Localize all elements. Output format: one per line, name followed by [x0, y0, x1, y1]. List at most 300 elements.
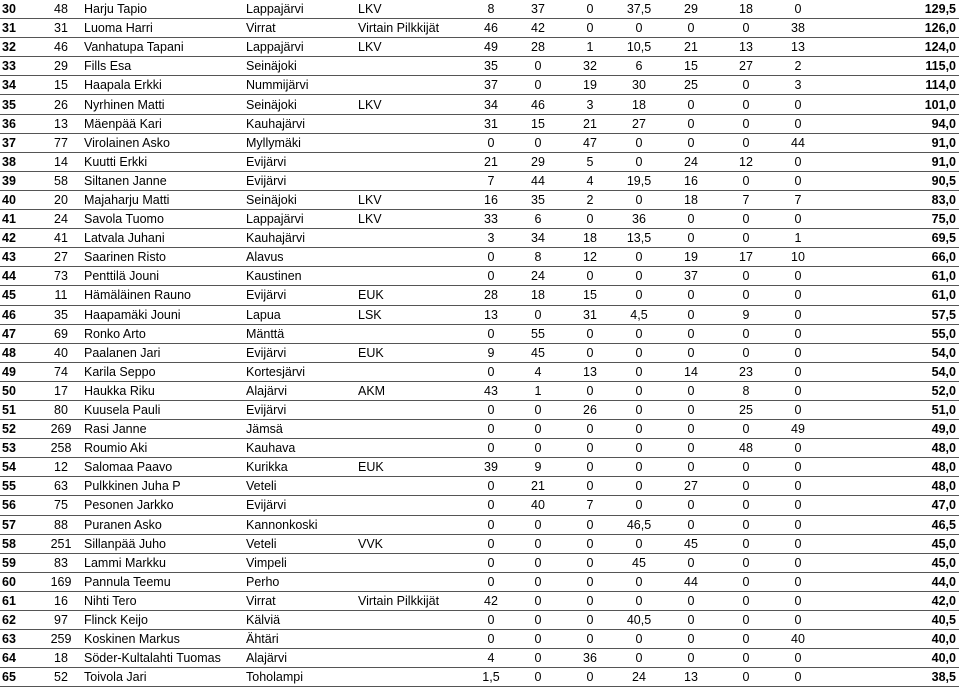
round-5-score-cell: 0: [687, 212, 695, 227]
round-1-score-cell: 0: [487, 250, 495, 265]
hometown-cell: Perho: [246, 574, 280, 589]
round-7-score-cell: 10: [791, 250, 805, 265]
round-3-score-cell: 0: [586, 536, 594, 551]
round-5-score-cell: 0: [687, 460, 695, 475]
table-row: [0, 515, 959, 534]
club-cell: Virtain Pilkkijät: [358, 21, 440, 36]
round-3-score-cell: 3: [586, 97, 594, 112]
round-2-score-cell: 40: [531, 498, 545, 513]
club-cell: [358, 171, 470, 190]
round-5-score-cell: 0: [687, 403, 695, 418]
table-row: [0, 534, 959, 553]
round-2-score-cell: 0: [534, 59, 542, 74]
round-5-score-cell: 25: [684, 78, 698, 93]
rank-cell: 38: [2, 154, 16, 169]
round-2-score-cell: 28: [531, 40, 545, 55]
round-4-score-cell: 30: [632, 78, 646, 93]
number-cell: 75: [54, 498, 68, 513]
club-cell: LKV: [358, 2, 382, 17]
club-cell: [358, 76, 470, 95]
hometown-cell: Alajärvi: [246, 383, 287, 398]
competitor-name-cell: Rasi Janne: [84, 422, 147, 437]
round-3-score-cell: 1: [586, 40, 594, 55]
round-6-score-cell: 0: [742, 173, 750, 188]
club-cell: [358, 515, 470, 534]
round-2-score-cell: 0: [534, 536, 542, 551]
round-5-score-cell: 0: [687, 517, 695, 532]
club-cell: [358, 553, 470, 572]
hometown-cell: Kaustinen: [246, 269, 302, 284]
number-cell: 27: [54, 250, 68, 265]
round-4-score-cell: 0: [635, 460, 643, 475]
round-5-score-cell: 0: [687, 651, 695, 666]
total-score-cell: 57,5: [931, 307, 956, 322]
round-6-score-cell: 0: [742, 97, 750, 112]
round-4-score-cell: 24: [632, 670, 646, 685]
round-6-score-cell: 12: [739, 154, 753, 169]
round-7-score-cell: 13: [791, 40, 805, 55]
round-6-score-cell: 0: [742, 574, 750, 589]
competitor-name-cell: Siltanen Janne: [84, 173, 167, 188]
round-7-score-cell: 0: [794, 97, 802, 112]
rank-cell: 30: [2, 2, 16, 17]
table-row: [0, 477, 959, 496]
round-7-score-cell: 0: [794, 536, 802, 551]
hometown-cell: Evijärvi: [246, 154, 287, 169]
round-2-score-cell: 0: [534, 307, 542, 322]
total-score-cell: 42,0: [931, 593, 956, 608]
hometown-cell: Seinäjoki: [246, 192, 297, 207]
total-score-cell: 48,0: [931, 460, 956, 475]
hometown-cell: Jämsä: [246, 422, 283, 437]
round-7-score-cell: 0: [794, 364, 802, 379]
round-7-score-cell: 0: [794, 154, 802, 169]
total-score-cell: 48,0: [931, 441, 956, 456]
table-row: [0, 381, 959, 400]
round-3-score-cell: 36: [583, 651, 597, 666]
round-6-score-cell: 0: [742, 231, 750, 246]
number-cell: 73: [54, 269, 68, 284]
round-5-score-cell: 0: [687, 613, 695, 628]
round-3-score-cell: 13: [583, 364, 597, 379]
round-5-score-cell: 0: [687, 116, 695, 131]
club-cell: [358, 630, 470, 649]
round-6-score-cell: 0: [742, 651, 750, 666]
hometown-cell: Evijärvi: [246, 173, 287, 188]
number-cell: 269: [50, 422, 72, 437]
competitor-name-cell: Söder-Kultalahti Tuomas: [84, 651, 221, 666]
total-score-cell: 101,0: [924, 97, 956, 112]
hometown-cell: Alavus: [246, 250, 284, 265]
rank-cell: 44: [2, 269, 16, 284]
round-3-score-cell: 0: [586, 574, 594, 589]
number-cell: 41: [54, 231, 68, 246]
round-7-score-cell: 0: [794, 517, 802, 532]
round-1-score-cell: 21: [484, 154, 498, 169]
rank-cell: 52: [2, 422, 16, 437]
total-score-cell: 40,5: [931, 613, 956, 628]
rank-cell: 53: [2, 441, 16, 456]
round-5-score-cell: 27: [684, 479, 698, 494]
round-4-score-cell: 45: [632, 555, 646, 570]
round-3-score-cell: 0: [586, 383, 594, 398]
round-6-score-cell: 0: [742, 116, 750, 131]
competitor-name-cell: Toivola Jari: [84, 670, 147, 685]
club-cell: Virtain Pilkkijät: [358, 593, 440, 608]
round-2-score-cell: 44: [531, 173, 545, 188]
rank-cell: 33: [2, 59, 16, 74]
table-row: [0, 38, 959, 57]
total-score-cell: 66,0: [931, 250, 956, 265]
competitor-name-cell: Kuutti Erkki: [84, 154, 148, 169]
round-1-score-cell: 37: [484, 78, 498, 93]
rank-cell: 60: [2, 574, 16, 589]
number-cell: 35: [54, 307, 68, 322]
round-2-score-cell: 18: [531, 288, 545, 303]
round-6-score-cell: 0: [742, 479, 750, 494]
round-6-score-cell: 0: [742, 613, 750, 628]
round-3-score-cell: 32: [583, 59, 597, 74]
total-score-cell: 114,0: [925, 78, 956, 93]
number-cell: 258: [50, 441, 72, 456]
rank-cell: 61: [2, 593, 16, 608]
hometown-cell: Vimpeli: [246, 555, 287, 570]
round-3-score-cell: 0: [586, 613, 594, 628]
club-cell: [358, 152, 470, 171]
round-5-score-cell: 19: [684, 250, 698, 265]
round-2-score-cell: 15: [531, 116, 545, 131]
rank-cell: 40: [2, 192, 16, 207]
club-cell: [358, 57, 470, 76]
round-1-score-cell: 34: [484, 97, 498, 112]
round-2-score-cell: 1: [534, 383, 542, 398]
round-4-score-cell: 10,5: [626, 40, 652, 55]
number-cell: 26: [54, 97, 68, 112]
round-2-score-cell: 0: [534, 651, 542, 666]
table-row: [0, 95, 959, 114]
total-score-cell: 51,0: [931, 403, 956, 418]
round-1-score-cell: 31: [484, 116, 498, 131]
total-score-cell: 124,0: [924, 40, 956, 55]
round-4-score-cell: 0: [635, 593, 643, 608]
competitor-name-cell: Savola Tuomo: [84, 212, 164, 227]
round-2-score-cell: 0: [534, 593, 542, 608]
round-3-score-cell: 0: [586, 555, 594, 570]
total-score-cell: 115,0: [925, 59, 956, 74]
round-1-score-cell: 9: [487, 345, 495, 360]
number-cell: 77: [54, 135, 68, 150]
round-4-score-cell: 0: [635, 326, 643, 341]
club-cell: [358, 267, 470, 286]
round-3-score-cell: 18: [583, 231, 597, 246]
round-5-score-cell: 14: [684, 364, 698, 379]
club-cell: [358, 611, 470, 630]
round-5-score-cell: 0: [687, 555, 695, 570]
round-4-score-cell: 18: [632, 97, 646, 112]
competitor-name-cell: Nyrhinen Matti: [84, 97, 165, 112]
hometown-cell: Evijärvi: [246, 498, 287, 513]
table-row: [0, 343, 959, 362]
number-cell: 97: [54, 613, 68, 628]
round-2-score-cell: 8: [534, 250, 542, 265]
total-score-cell: 126,0: [924, 21, 956, 36]
table-row: [0, 133, 959, 152]
round-4-score-cell: 0: [635, 441, 643, 456]
round-4-score-cell: 6: [635, 59, 643, 74]
number-cell: 31: [54, 21, 68, 36]
total-score-cell: 69,5: [931, 231, 956, 246]
number-cell: 40: [54, 345, 68, 360]
hometown-cell: Evijärvi: [246, 403, 287, 418]
rank-cell: 50: [2, 383, 16, 398]
round-5-score-cell: 0: [687, 383, 695, 398]
total-score-cell: 46,5: [931, 517, 956, 532]
hometown-cell: Toholampi: [246, 670, 303, 685]
round-4-score-cell: 0: [635, 574, 643, 589]
round-5-score-cell: 0: [687, 326, 695, 341]
table-row: [0, 553, 959, 572]
round-1-score-cell: 0: [487, 269, 495, 284]
total-score-cell: 49,0: [931, 422, 956, 437]
number-cell: 15: [54, 78, 68, 93]
competitor-name-cell: Roumio Aki: [84, 441, 148, 456]
total-score-cell: 47,0: [931, 498, 956, 513]
round-7-score-cell: 40: [791, 632, 805, 647]
round-3-score-cell: 0: [586, 479, 594, 494]
competitor-name-cell: Luoma Harri: [84, 21, 153, 36]
club-cell: [358, 114, 470, 133]
round-4-score-cell: 0: [635, 632, 643, 647]
round-1-score-cell: 0: [487, 574, 495, 589]
hometown-cell: Kauhajärvi: [246, 231, 306, 246]
number-cell: 88: [54, 517, 68, 532]
round-5-score-cell: 0: [687, 288, 695, 303]
round-6-score-cell: 0: [742, 632, 750, 647]
hometown-cell: Seinäjoki: [246, 59, 297, 74]
total-score-cell: 55,0: [931, 326, 956, 341]
round-6-score-cell: 0: [742, 498, 750, 513]
hometown-cell: Virrat: [246, 21, 276, 36]
round-4-score-cell: 27: [632, 116, 646, 131]
club-cell: [358, 324, 470, 343]
round-3-score-cell: 0: [586, 593, 594, 608]
number-cell: 20: [54, 192, 68, 207]
round-4-score-cell: 19,5: [626, 173, 652, 188]
total-score-cell: 40,0: [931, 632, 956, 647]
round-6-score-cell: 9: [742, 307, 750, 322]
round-3-score-cell: 0: [586, 460, 594, 475]
competitor-name-cell: Nihti Tero: [84, 593, 137, 608]
round-4-score-cell: 0: [635, 135, 643, 150]
club-cell: EUK: [358, 345, 384, 360]
club-cell: LKV: [358, 212, 382, 227]
competitor-name-cell: Lammi Markku: [84, 555, 166, 570]
total-score-cell: 91,0: [931, 135, 956, 150]
round-2-score-cell: 0: [534, 441, 542, 456]
club-cell: LSK: [358, 307, 382, 322]
round-3-score-cell: 5: [586, 154, 594, 169]
competitor-name-cell: Haapala Erkki: [84, 78, 162, 93]
competitor-name-cell: Karila Seppo: [84, 364, 156, 379]
round-4-score-cell: 0: [635, 345, 643, 360]
number-cell: 16: [54, 593, 68, 608]
number-cell: 24: [54, 212, 68, 227]
total-score-cell: 38,5: [931, 670, 956, 685]
club-cell: [358, 439, 470, 458]
table-row: [0, 0, 959, 19]
table-row: [0, 496, 959, 515]
number-cell: 17: [54, 383, 68, 398]
table-row: [0, 19, 959, 38]
round-2-score-cell: 55: [531, 326, 545, 341]
round-6-score-cell: 0: [742, 422, 750, 437]
round-2-score-cell: 0: [534, 613, 542, 628]
round-2-score-cell: 0: [534, 670, 542, 685]
rank-cell: 54: [2, 460, 16, 475]
round-5-score-cell: 18: [684, 192, 698, 207]
round-7-score-cell: 38: [791, 21, 805, 36]
number-cell: 169: [50, 574, 72, 589]
round-7-score-cell: 2: [794, 59, 802, 74]
round-7-score-cell: 0: [794, 173, 802, 188]
round-3-score-cell: 0: [586, 21, 594, 36]
club-cell: AKM: [358, 383, 386, 398]
round-6-score-cell: 7: [742, 192, 750, 207]
round-3-score-cell: 7: [586, 498, 594, 513]
rank-cell: 36: [2, 116, 16, 131]
round-2-score-cell: 4: [534, 364, 542, 379]
round-4-score-cell: 0: [635, 403, 643, 418]
round-5-score-cell: 0: [687, 135, 695, 150]
round-7-score-cell: 0: [794, 593, 802, 608]
round-6-score-cell: 0: [742, 212, 750, 227]
round-5-score-cell: 0: [687, 21, 695, 36]
round-1-score-cell: 35: [484, 59, 498, 74]
rank-cell: 35: [2, 97, 16, 112]
round-7-score-cell: 0: [794, 651, 802, 666]
round-6-score-cell: 25: [739, 403, 753, 418]
rank-cell: 62: [2, 613, 16, 628]
competitor-name-cell: Vanhatupa Tapani: [84, 40, 184, 55]
table-row: [0, 286, 959, 305]
round-6-score-cell: 13: [739, 40, 753, 55]
club-cell: [358, 400, 470, 419]
round-1-score-cell: 3: [487, 231, 495, 246]
rank-cell: 57: [2, 517, 16, 532]
club-cell: [358, 668, 470, 687]
round-3-score-cell: 0: [586, 326, 594, 341]
table-row: [0, 572, 959, 591]
rank-cell: 45: [2, 288, 16, 303]
hometown-cell: Lappajärvi: [246, 212, 304, 227]
round-4-score-cell: 37,5: [626, 2, 652, 17]
rank-cell: 48: [2, 345, 16, 360]
hometown-cell: Kauhava: [246, 441, 296, 456]
round-4-score-cell: 0: [635, 536, 643, 551]
round-4-score-cell: 0: [635, 288, 643, 303]
round-4-score-cell: 36: [632, 212, 646, 227]
round-3-score-cell: 0: [586, 670, 594, 685]
hometown-cell: Mänttä: [246, 326, 285, 341]
number-cell: 46: [54, 40, 68, 55]
round-1-score-cell: 0: [487, 613, 495, 628]
round-6-score-cell: 8: [742, 383, 750, 398]
round-6-score-cell: 18: [739, 2, 753, 17]
round-2-score-cell: 35: [531, 192, 545, 207]
round-3-score-cell: 0: [586, 441, 594, 456]
round-3-score-cell: 15: [583, 288, 597, 303]
table-row: [0, 114, 959, 133]
round-5-score-cell: 15: [684, 59, 698, 74]
round-6-score-cell: 0: [742, 21, 750, 36]
hometown-cell: Lapua: [246, 307, 281, 322]
rank-cell: 51: [2, 403, 16, 418]
number-cell: 18: [54, 651, 68, 666]
round-6-score-cell: 0: [742, 288, 750, 303]
round-4-score-cell: 0: [635, 422, 643, 437]
table-row: [0, 420, 959, 439]
total-score-cell: 91,0: [931, 154, 956, 169]
hometown-cell: Kauhajärvi: [246, 116, 306, 131]
round-3-score-cell: 47: [583, 135, 597, 150]
round-5-score-cell: 0: [687, 307, 695, 322]
table-row: [0, 171, 959, 190]
hometown-cell: Myllymäki: [246, 135, 301, 150]
round-4-score-cell: 0: [635, 21, 643, 36]
round-5-score-cell: 44: [684, 574, 698, 589]
round-2-score-cell: 0: [534, 78, 542, 93]
table-row: [0, 362, 959, 381]
round-7-score-cell: 0: [794, 670, 802, 685]
round-3-score-cell: 0: [586, 422, 594, 437]
hometown-cell: Lappajärvi: [246, 40, 304, 55]
round-6-score-cell: 17: [739, 250, 753, 265]
round-3-score-cell: 21: [583, 116, 597, 131]
total-score-cell: 44,0: [931, 574, 956, 589]
competitor-name-cell: Koskinen Markus: [84, 632, 180, 647]
round-7-score-cell: 0: [794, 555, 802, 570]
round-3-score-cell: 4: [586, 173, 594, 188]
round-7-score-cell: 44: [791, 135, 805, 150]
round-6-score-cell: 23: [739, 364, 753, 379]
competitor-name-cell: Pulkkinen Juha P: [84, 479, 181, 494]
table-row: [0, 611, 959, 630]
table-row: [0, 630, 959, 649]
total-score-cell: 75,0: [931, 212, 956, 227]
round-5-score-cell: 37: [684, 269, 698, 284]
club-cell: [358, 649, 470, 668]
rank-cell: 65: [2, 670, 16, 685]
round-7-score-cell: 1: [794, 231, 802, 246]
number-cell: 63: [54, 479, 68, 494]
number-cell: 80: [54, 403, 68, 418]
round-5-score-cell: 45: [684, 536, 698, 551]
competitor-name-cell: Mäenpää Kari: [84, 116, 162, 131]
round-4-score-cell: 0: [635, 250, 643, 265]
round-5-score-cell: 0: [687, 97, 695, 112]
round-7-score-cell: 0: [794, 2, 802, 17]
rank-cell: 47: [2, 326, 16, 341]
hometown-cell: Virrat: [246, 593, 276, 608]
competitor-name-cell: Fills Esa: [84, 59, 132, 74]
round-1-score-cell: 0: [487, 135, 495, 150]
round-1-score-cell: 33: [484, 212, 498, 227]
total-score-cell: 83,0: [931, 192, 956, 207]
round-7-score-cell: 0: [794, 498, 802, 513]
round-2-score-cell: 0: [534, 555, 542, 570]
rank-cell: 37: [2, 135, 16, 150]
club-cell: VVK: [358, 536, 384, 551]
